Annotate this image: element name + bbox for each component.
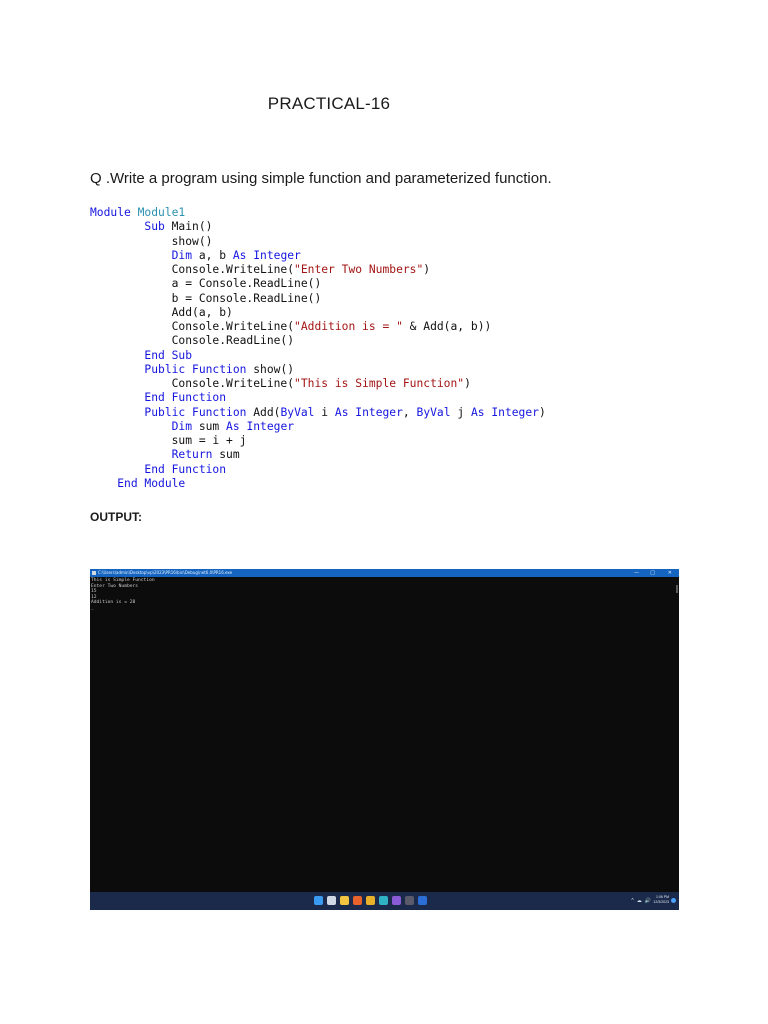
code-line: [90, 277, 546, 291]
code-token: Add(a, b): [90, 305, 233, 319]
code-token: [90, 220, 144, 233]
code-token: Public Function: [144, 362, 247, 376]
taskbar-icons: [314, 896, 427, 906]
code-token: [90, 420, 172, 433]
code-token: [90, 463, 144, 476]
taskbar: [90, 892, 679, 910]
code-line: [90, 320, 546, 334]
code-token: a = Console.ReadLine(): [90, 277, 322, 291]
code-token: Console.WriteLine(: [90, 320, 295, 333]
visual-studio-icon: [392, 896, 401, 905]
code-line: [90, 363, 546, 377]
code-token: sum: [192, 419, 227, 433]
console-scrollbar: [676, 585, 678, 593]
code-token: End Module: [117, 476, 186, 490]
code-token: [90, 448, 172, 461]
code-block: [90, 206, 546, 491]
clock-date: 12/3/2023: [653, 900, 669, 904]
minimize-icon: —: [634, 570, 639, 576]
code-token: ): [423, 263, 431, 276]
code-token: End Function: [144, 391, 227, 405]
code-token: As Integer: [232, 248, 301, 262]
code-token: Module: [90, 206, 138, 219]
code-token: "Addition is = ": [294, 320, 403, 333]
code-token: sum = i + j: [90, 434, 247, 447]
code-line: [90, 292, 546, 306]
code-token: Main(): [164, 220, 213, 234]
word-icon: [418, 896, 427, 905]
code-token: j: [450, 405, 471, 419]
code-token: sum: [212, 448, 240, 462]
code-token: ): [538, 405, 546, 419]
code-token: End Sub: [144, 348, 193, 362]
console-line: Addition is = 28: [91, 600, 136, 606]
code-line: [90, 206, 546, 220]
code-token: [90, 249, 172, 262]
close-icon: ✕: [667, 570, 672, 576]
console-screenshot: [90, 569, 679, 910]
file-explorer-icon: [340, 896, 349, 905]
console-app-icon: [92, 571, 96, 575]
page-title: PRACTICAL-16: [267, 94, 391, 113]
code-token: As Integer: [470, 405, 539, 419]
code-token: [90, 349, 144, 362]
code-line: [90, 263, 546, 277]
output-label: OUTPUT:: [90, 510, 142, 524]
code-line: [90, 235, 546, 249]
code-token: [90, 391, 144, 404]
code-token: [90, 406, 144, 419]
code-token: Module1: [137, 206, 186, 219]
console-line: _: [91, 605, 94, 611]
code-token: As Integer: [226, 419, 295, 433]
console-line: Enter Two Numbers: [91, 583, 139, 589]
code-line: [90, 477, 546, 491]
code-line: [90, 391, 546, 405]
code-token: Add(: [246, 405, 281, 419]
code-token: [90, 363, 144, 376]
code-token: Dim: [171, 248, 193, 262]
code-line: [90, 448, 546, 462]
code-token: a, b: [192, 248, 233, 262]
code-token: Public Function: [144, 405, 247, 419]
tray-volume-icon: 🔊: [644, 898, 651, 904]
code-line: [90, 463, 546, 477]
code-token: Sub: [144, 220, 165, 234]
tray-chevron-icon: ^: [631, 898, 634, 904]
windows-start-icon: [314, 896, 323, 905]
code-token: End Function: [144, 462, 227, 476]
code-token: Return: [171, 448, 213, 462]
taskbar-clock: [653, 895, 669, 905]
console-line: 15: [91, 589, 97, 595]
console-output: [91, 578, 155, 612]
code-line: [90, 420, 546, 434]
code-line: [90, 306, 546, 320]
notification-icon: [671, 898, 676, 903]
code-line: [90, 334, 546, 348]
system-tray: [631, 896, 651, 906]
code-token: As Integer: [334, 405, 403, 419]
chrome-icon: [366, 896, 375, 905]
console-line: 12: [91, 594, 97, 600]
code-token: ): [464, 377, 471, 390]
maximize-icon: □: [650, 570, 655, 576]
tray-cloud-icon: ☁: [636, 898, 642, 904]
code-token: "This is Simple Function": [294, 377, 465, 390]
code-line: [90, 377, 546, 391]
code-token: Console.WriteLine(: [90, 263, 295, 276]
clock-time: 1:06 PM: [655, 895, 669, 899]
code-token: Console.WriteLine(: [90, 377, 295, 390]
code-token: Dim: [171, 419, 193, 433]
code-token: i: [314, 405, 335, 419]
code-token: & Add(a, b)): [402, 320, 492, 333]
code-token: b = Console.ReadLine(): [90, 291, 322, 305]
console-title-bar: [90, 569, 679, 577]
code-token: "Enter Two Numbers": [294, 263, 424, 276]
code-line: [90, 249, 546, 263]
code-token: show(): [90, 234, 213, 248]
code-token: ByVal: [280, 405, 315, 419]
edge-icon: [379, 896, 388, 905]
code-line: [90, 434, 546, 448]
code-token: show(): [246, 362, 295, 376]
code-line: [90, 349, 546, 363]
search-icon: [327, 896, 336, 905]
code-token: Console.ReadLine(): [90, 334, 295, 348]
terminal-icon: [405, 896, 414, 905]
code-token: ,: [402, 405, 417, 419]
code-line: [90, 220, 546, 234]
firefox-icon: [353, 896, 362, 905]
console-line: This is Simple Function: [91, 578, 155, 583]
code-token: ByVal: [416, 405, 451, 419]
code-line: [90, 406, 546, 420]
code-token: [90, 477, 117, 490]
question-text: Q .Write a program using simple function and parameterized function.: [90, 170, 552, 187]
console-window-title: C:\Users\admin\Desktop\vp\2023\PR16\bin\Debug\net6.0\PR16.exe: [98, 570, 233, 575]
